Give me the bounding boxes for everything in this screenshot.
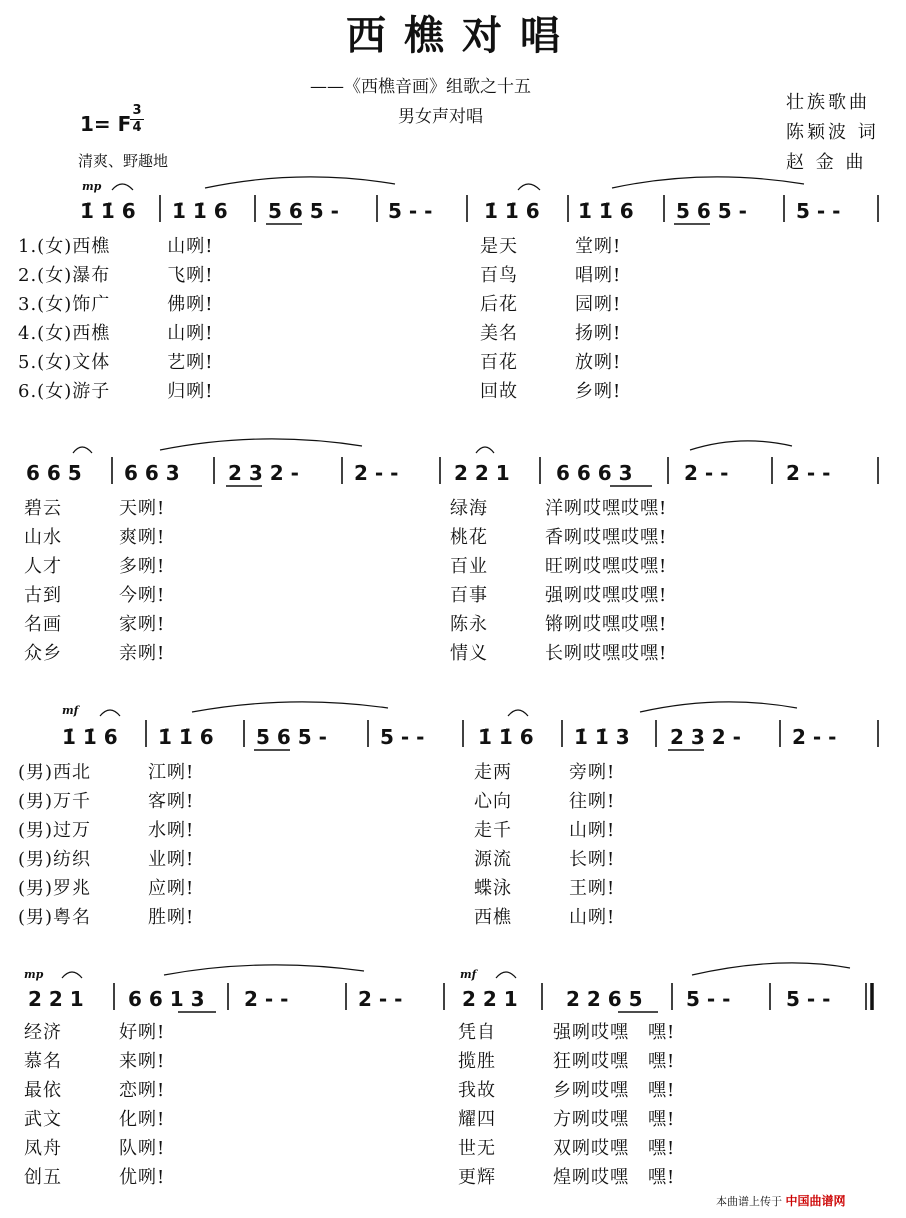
lyric-line: (男)万千 客咧! xyxy=(18,791,195,812)
lyric-line: 人才 多咧! xyxy=(24,556,166,577)
notes-system-1-bar-8: 5 - - xyxy=(796,199,841,223)
lyric-line: 美名 扬咧! xyxy=(480,323,622,344)
footer-text: 本曲谱上传于 xyxy=(716,1195,782,1208)
notes-system-2-bar-3: 2 3 2 - xyxy=(228,461,299,485)
notes-system-4-bar-2: 6 6 1 3 xyxy=(128,987,205,1011)
dynamic-marking: mp xyxy=(82,180,102,193)
notes-system-3-bar-1: 1̇ 1̇ 6 xyxy=(62,725,118,749)
lyric-line: 源流 长咧! xyxy=(474,849,616,870)
notes-system-1-bar-1: 1̇ 1̇ 6 xyxy=(80,199,136,223)
lyric-line: 百业 旺咧哎嘿哎嘿! xyxy=(450,556,668,577)
notes-system-4-bar-5: 2 2 1 xyxy=(462,987,518,1011)
lyric-line: 6.(女)游子 归咧! xyxy=(18,381,214,402)
lyric-line: 陈永 锵咧哎嘿哎嘿! xyxy=(450,614,668,635)
lyric-line: 慕名 来咧! xyxy=(24,1051,166,1072)
notes-system-2-bar-2: 6 6 3 xyxy=(124,461,180,485)
lyric-line: (男)罗兆 应咧! xyxy=(18,878,195,899)
dynamic-marking: mf xyxy=(460,968,477,981)
lyric-line: 凤舟 队咧! xyxy=(24,1138,166,1159)
lyric-line: 揽胜 狂咧哎嘿 嘿! xyxy=(458,1051,676,1072)
notes-system-1-bar-5: 1̇ 1̇ 6 xyxy=(484,199,540,223)
lyric-line: 西樵 山咧! xyxy=(474,907,616,928)
notes-system-3-bar-8: 2 - - xyxy=(792,725,837,749)
lyric-line: 蝶泳 王咧! xyxy=(474,878,616,899)
lyric-line: 走千 山咧! xyxy=(474,820,616,841)
lyric-line: 4.(女)西樵 山咧! xyxy=(18,323,214,344)
lyric-line: (男)纺织 业咧! xyxy=(18,849,195,870)
lyric-line: 百花 放咧! xyxy=(480,352,622,373)
lyric-line: 最依 恋咧! xyxy=(24,1080,166,1101)
lyric-line: 2.(女)瀑布 飞咧! xyxy=(18,265,214,286)
notes-system-2-bar-4: 2 - - xyxy=(354,461,399,485)
lyric-line: (男)粤名 胜咧! xyxy=(18,907,195,928)
notes-system-4-bar-1: 2 2 1 xyxy=(28,987,84,1011)
lyric-line: 碧云 天咧! xyxy=(24,498,166,519)
notes-system-1-bar-2: 1̇ 1̇ 6 xyxy=(172,199,228,223)
notes-system-2-bar-8: 2 - - xyxy=(786,461,831,485)
time-signature-bottom: 4 xyxy=(132,120,142,135)
lyric-line: 1.(女)西樵 山咧! xyxy=(18,236,214,257)
performance-note: 男女声对唱 xyxy=(398,107,483,127)
notes-system-1-bar-7: 5 6 5 - xyxy=(676,199,747,223)
notes-system-2-bar-7: 2 - - xyxy=(684,461,729,485)
credit-composer: 赵 金 曲 xyxy=(786,152,867,173)
dynamic-marking: mf xyxy=(62,704,79,717)
page-title: 西樵对唱 xyxy=(346,13,578,59)
lyric-line: 是天 堂咧! xyxy=(480,236,622,257)
notes-system-3-bar-7: 2 3 2 - xyxy=(670,725,741,749)
lyric-line: 世无 双咧哎嘿 嘿! xyxy=(458,1138,676,1159)
notes-system-1-bar-4: 5 - - xyxy=(388,199,433,223)
subtitle: ——《西樵音画》组歌之十五 xyxy=(310,77,531,97)
lyric-line: 凭自 强咧哎嘿 嘿! xyxy=(458,1022,676,1043)
lyric-line: 百鸟 唱咧! xyxy=(480,265,622,286)
lyric-line: 百事 强咧哎嘿哎嘿! xyxy=(450,585,668,606)
lyric-line: 回故 乡咧! xyxy=(480,381,622,402)
lyric-line: 创五 优咧! xyxy=(24,1167,166,1188)
lyric-line: 走两 旁咧! xyxy=(474,762,616,783)
credit-genre: 壮族歌曲 xyxy=(786,92,870,113)
lyric-line: 后花 园咧! xyxy=(480,294,622,315)
notes-system-1-bar-3: 5 6 5 - xyxy=(268,199,339,223)
notes-system-2-bar-1: 6 6 5 xyxy=(26,461,82,485)
lyric-line: 我故 乡咧哎嘿 嘿! xyxy=(458,1080,676,1101)
lyric-line: 情义 长咧哎嘿哎嘿! xyxy=(450,643,668,664)
footer xyxy=(716,1192,846,1209)
lyric-line: 名画 家咧! xyxy=(24,614,166,635)
notes-system-2-bar-6: 6 6 6 3 xyxy=(556,461,633,485)
lyric-line: 众乡 亲咧! xyxy=(24,643,166,664)
lyric-line: 耀四 方咧哎嘿 嘿! xyxy=(458,1109,676,1130)
notes-system-3-bar-5: 1̇ 1̇ 6 xyxy=(478,725,534,749)
lyric-line: 心向 往咧! xyxy=(474,791,616,812)
time-signature-top: 3 xyxy=(132,103,142,118)
notes-system-4-bar-4: 2 - - xyxy=(358,987,403,1011)
notes-system-1-bar-6: 1̇ 1̇ 6 xyxy=(578,199,634,223)
lyric-line: 武文 化咧! xyxy=(24,1109,166,1130)
lyric-line: 山水 爽咧! xyxy=(24,527,166,548)
lyric-line: 古到 今咧! xyxy=(24,585,166,606)
notes-system-3-bar-6: 1̇ 1̇ 3 xyxy=(574,725,630,749)
lyric-line: 5.(女)文体 艺咧! xyxy=(18,352,214,373)
credit-lyricist: 陈颖波 词 xyxy=(786,122,879,143)
tempo-marking: 清爽、野趣地 xyxy=(78,152,169,170)
lyric-line: 桃花 香咧哎嘿哎嘿! xyxy=(450,527,668,548)
notes-system-4-bar-6: 2 2 6 5 xyxy=(566,987,643,1011)
site-logo[interactable]: 中国曲谱网 xyxy=(785,1194,846,1208)
notes-system-3-bar-2: 1̇ 1̇ 6 xyxy=(158,725,214,749)
notes-system-4-bar-8: 5 - - xyxy=(786,987,831,1011)
lyric-line: 绿海 洋咧哎嘿哎嘿! xyxy=(450,498,668,519)
dynamic-marking: mp xyxy=(24,968,44,981)
key-signature: 1= F xyxy=(80,112,132,136)
lyric-line: (男)过万 水咧! xyxy=(18,820,195,841)
lyric-line: 经济 好咧! xyxy=(24,1022,166,1043)
lyric-line: 3.(女)饰广 佛咧! xyxy=(18,294,214,315)
notes-system-4-bar-3: 2 - - xyxy=(244,987,289,1011)
notes-system-3-bar-4: 5 - - xyxy=(380,725,425,749)
lyric-line: 更辉 煌咧哎嘿 嘿! xyxy=(458,1167,676,1188)
notes-system-4-bar-7: 5 - - xyxy=(686,987,731,1011)
lyric-line: (男)西北 江咧! xyxy=(18,762,195,783)
notes-system-2-bar-5: 2 2 1 xyxy=(454,461,510,485)
notes-system-3-bar-3: 5 6 5 - xyxy=(256,725,327,749)
